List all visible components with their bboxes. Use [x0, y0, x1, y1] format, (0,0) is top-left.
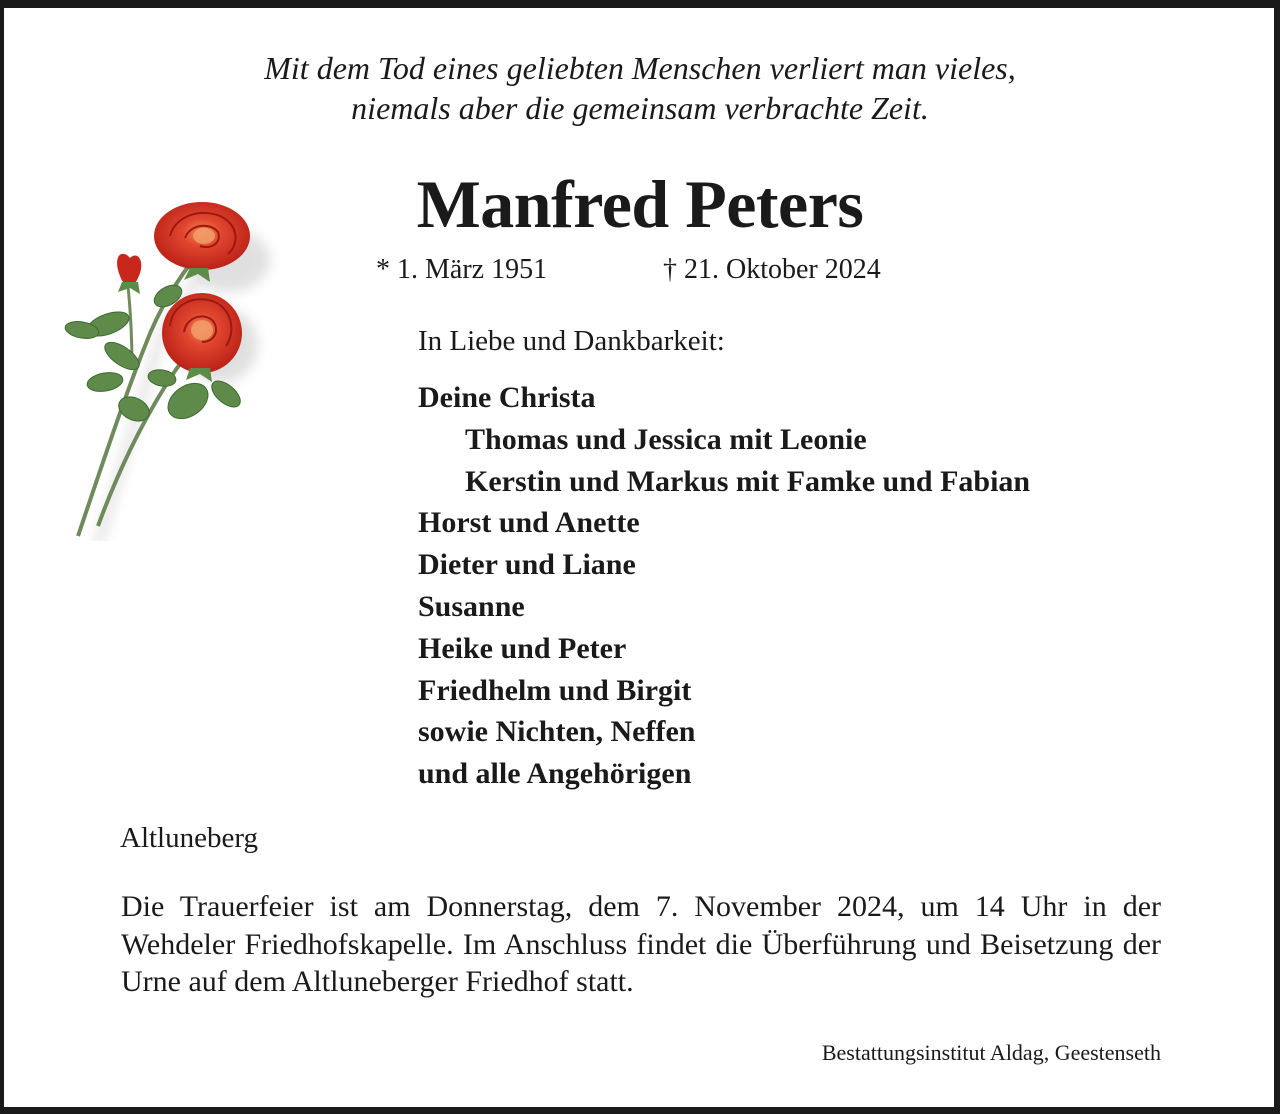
motto-line-2: niemals aber die gemeinsam verbrachte Zeit. — [351, 90, 929, 126]
birth-date: * 1. März 1951 — [376, 254, 548, 285]
mourner-entry: Horst und Anette — [418, 506, 640, 540]
funeral-service-text: Die Trauerfeier ist am Donnerstag, dem 7. November 2024, um 14 Uhr in der Wehdeler Friedhofskapelle. Im Anschluss findet die Überführung und Beisetzung der Urne auf dem Altluneberger Friedhof statt. — [121, 890, 1161, 998]
mourner-entry: Friedhelm und Birgit — [418, 673, 692, 707]
motto-line-1: Mit dem Tod eines geliebten Menschen verliert man vieles, — [264, 50, 1016, 86]
mourner-entry: sowie Nichten, Neffen — [418, 715, 696, 749]
mourner-entry: Dieter und Liane — [418, 548, 636, 582]
death-date: † 21. Oktober 2024 — [663, 254, 881, 285]
mourner-entry: Heike und Peter — [418, 631, 627, 665]
mourners-list — [418, 377, 1030, 795]
roses-icon — [50, 196, 300, 541]
mourner-entry: Susanne — [418, 589, 525, 623]
mourner-entry: Deine Christa — [418, 381, 596, 414]
undertaker-credit: Bestattungsinstitut Aldag, Geestenseth — [821, 1040, 1161, 1065]
place-name: Altluneberg — [120, 822, 258, 854]
deceased-name: Manfred Peters — [416, 166, 864, 242]
mourner-entry: Thomas und Jessica mit Leonie — [465, 422, 867, 456]
mourner-entry: Kerstin und Markus mit Famke und Fabian — [465, 464, 1031, 498]
mourner-entry: und alle Angehörigen — [418, 757, 692, 791]
intro-line: In Liebe und Dankbarkeit: — [418, 325, 725, 357]
